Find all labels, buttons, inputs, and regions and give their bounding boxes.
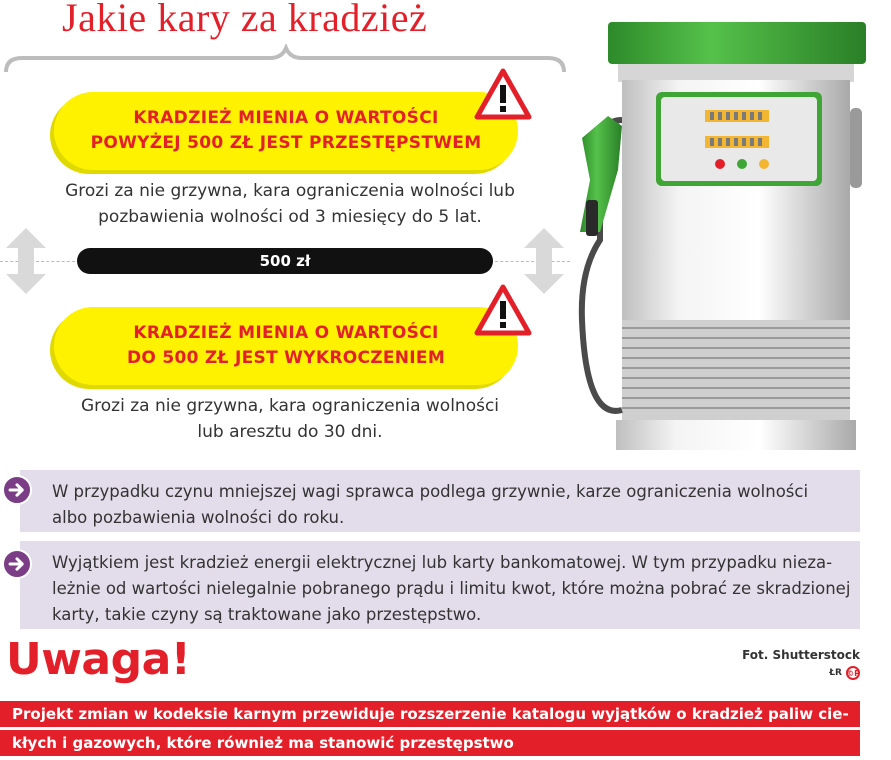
double-arrow-icon	[4, 226, 48, 296]
note-exception-line3: karty, takie czyny są traktowane jako przestępstwo.	[52, 605, 482, 624]
misdemeanor-description	[40, 393, 540, 445]
warning-triangle-icon	[474, 68, 532, 120]
felony-description	[40, 178, 540, 230]
page-title: Jakie kary za kradzież	[62, 0, 428, 40]
misdemeanor-description-line1: Grozi za nie grzywna, kara ograniczenia wolności	[80, 396, 500, 416]
felony-heading-line1: KRADZIEŻ MIENIA O WARTOŚCI	[133, 108, 439, 128]
felony-heading-line2: POWYŻEJ 500 ZŁ JEST PRZESTĘPSTWEM	[90, 133, 482, 153]
note-exception-line1: Wyjątkiem jest kradzież energii elektrycznej lub karty bankomatowej. W tym przypadku nieza-	[52, 553, 833, 572]
threshold-bar: 500 zł	[77, 248, 493, 274]
misdemeanor-heading-line2: DO 500 ZŁ JEST WYKROCZENIEM	[126, 348, 446, 368]
footer-note-line1: Projekt zmian w kodeksie karnym przewiduje rozszerzenie katalogu wyjątków o kradzież paliw cie-	[0, 701, 860, 727]
warning-triangle-icon	[474, 284, 532, 336]
right-arrow-icon	[2, 549, 32, 579]
note-exception-line2: leżnie od wartości nielegalnie pobranego prądu i limitu kwot, które można pobrać ze skradzionej	[52, 579, 851, 598]
felony-description-line1: Grozi za nie grzywna, kara ograniczenia wolności lub	[65, 181, 515, 201]
publisher-logo	[829, 666, 860, 680]
photo-credit: Fot. Shutterstock	[742, 648, 860, 662]
note-minor-offence-line2: albo pozbawienia wolności do roku.	[52, 508, 345, 527]
misdemeanor-heading	[54, 307, 518, 385]
publisher-logo-prefix: ŁR	[829, 668, 842, 678]
publisher-logo-mark: ©P	[846, 666, 860, 680]
note-exception	[20, 541, 860, 629]
felony-heading	[54, 92, 518, 170]
felony-description-line2: pozbawienia wolności od 3 miesięcy do 5 lat.	[98, 207, 482, 227]
fuel-pump-illustration	[560, 20, 870, 456]
note-minor-offence-line1: W przypadku czynu mniejszej wagi sprawca podlega grzywnie, karze ograniczenia wolności	[52, 482, 809, 501]
note-minor-offence	[20, 470, 860, 532]
right-arrow-icon	[2, 475, 32, 505]
misdemeanor-description-line2: lub aresztu do 30 dni.	[197, 422, 383, 442]
footer-note-line2: kłych i gazowych, które również ma stanowić przestępstwo	[0, 730, 860, 756]
attention-heading: Uwaga!	[6, 634, 191, 685]
misdemeanor-heading-line1: KRADZIEŻ MIENIA O WARTOŚCI	[133, 323, 439, 343]
